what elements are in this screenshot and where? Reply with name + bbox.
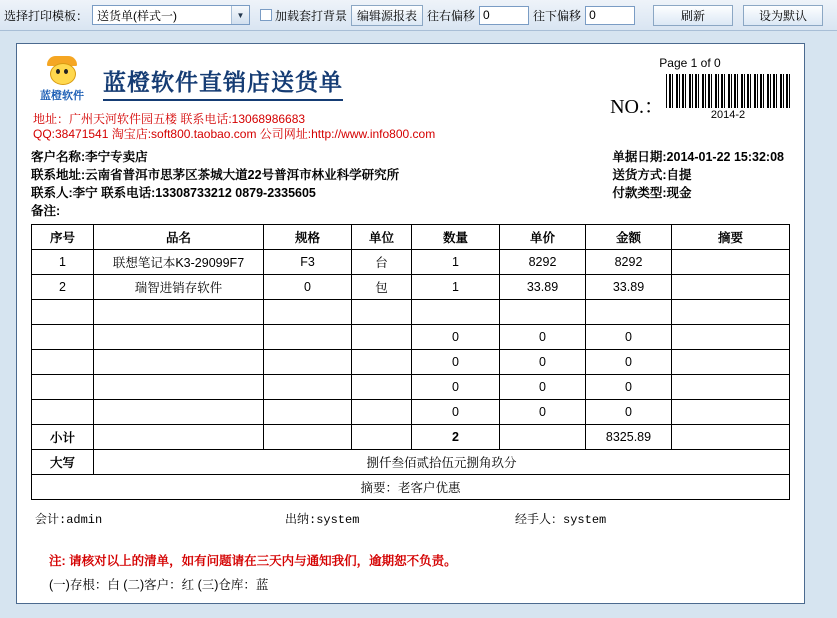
- cell-spec: [264, 325, 352, 350]
- handler-signature: [515, 510, 786, 527]
- cell-qty: [412, 300, 500, 325]
- barcode-number: 2014-2: [710, 109, 746, 121]
- table-row: [32, 325, 790, 350]
- cashier-signature: 出纳:system: [285, 513, 360, 527]
- offset-down-label: 往下偏移: [533, 8, 582, 23]
- handler-label: 经手人：: [515, 513, 564, 527]
- amount-in-words-value: 捌仟叁佰贰拾伍元捌角玖分: [94, 450, 790, 475]
- template-select[interactable]: [92, 5, 250, 25]
- table-row: [32, 400, 790, 425]
- cell-no: [32, 350, 94, 375]
- cell-name: [94, 400, 264, 425]
- cell-unit: 包: [352, 275, 412, 300]
- cell-unit: [352, 325, 412, 350]
- order-date: 单据日期:2014-01-22 15:32:08: [612, 150, 784, 164]
- subtotal-row: [32, 425, 790, 450]
- cell-memo: [672, 375, 790, 400]
- table-row: [32, 250, 790, 275]
- cell-memo: [672, 350, 790, 375]
- th-qty: 数量: [412, 225, 500, 250]
- cell-spec: 0: [264, 275, 352, 300]
- cell-amount: 33.89: [586, 275, 672, 300]
- refresh-button[interactable]: 刷新: [653, 5, 733, 26]
- table-row: [32, 275, 790, 300]
- th-name: 品名: [94, 225, 264, 250]
- offset-right-label: 往右偏移: [427, 8, 476, 23]
- delivery-note-sheet: [16, 43, 805, 604]
- offset-right-input[interactable]: 0: [479, 6, 529, 25]
- cell-name: [94, 375, 264, 400]
- th-amount: 金额: [586, 225, 672, 250]
- cell-price: 0: [500, 325, 586, 350]
- cell-price: 0: [500, 375, 586, 400]
- amount-in-words-row: [32, 450, 790, 475]
- cell-qty: 0: [412, 400, 500, 425]
- table-header-row: [32, 225, 790, 250]
- cell-no: 2: [32, 275, 94, 300]
- cell-memo: [672, 275, 790, 300]
- company-logo: [31, 56, 93, 103]
- subtotal-amount: 8325.89: [586, 425, 672, 450]
- cell-unit: 台: [352, 250, 412, 275]
- cell-spec: [264, 375, 352, 400]
- order-info-block: [31, 148, 790, 220]
- amount-in-words-label: 大写: [32, 450, 94, 475]
- order-meta: [612, 148, 784, 202]
- no-label: NO.：: [610, 96, 664, 118]
- cell-spec: F3: [264, 250, 352, 275]
- cell-price: 33.89: [500, 275, 586, 300]
- th-unit: 单位: [352, 225, 412, 250]
- edit-report-button[interactable]: 编辑源报表: [351, 5, 423, 26]
- cell-price: [500, 300, 586, 325]
- customer-address: 联系地址:云南省普洱市思茅区茶城大道22号普洱市林业科学研究所: [31, 168, 400, 182]
- chevron-down-icon[interactable]: ▼: [231, 6, 249, 24]
- subtotal-memo-blank: [672, 425, 790, 450]
- cell-amount: 0: [586, 400, 672, 425]
- cell-no: 1: [32, 250, 94, 275]
- cell-qty: 1: [412, 275, 500, 300]
- page-of-text: Page 1 of 0: [659, 56, 721, 70]
- table-row: [32, 300, 790, 325]
- set-default-button[interactable]: 设为默认: [743, 5, 823, 26]
- subtotal-unit-blank: [352, 425, 412, 450]
- cell-name: [94, 350, 264, 375]
- template-select-value: 送货单(样式一): [97, 8, 178, 23]
- cell-no: [32, 300, 94, 325]
- subtotal-name-blank: [94, 425, 264, 450]
- cell-amount: 0: [586, 375, 672, 400]
- accountant-signature: 会计:admin: [35, 513, 103, 527]
- background-checkbox[interactable]: [260, 9, 272, 21]
- th-price: 单价: [500, 225, 586, 250]
- cell-name: [94, 300, 264, 325]
- subtotal-spec-blank: [264, 425, 352, 450]
- payment-type: 付款类型:现金: [612, 186, 692, 200]
- th-no: 序号: [32, 225, 94, 250]
- footer-copies: (一)存根：白 (二)客户：红 (三)仓库：蓝: [49, 578, 269, 592]
- cell-amount: 8292: [586, 250, 672, 275]
- customer-name: 客户名称:李宁专卖店: [31, 150, 148, 164]
- page-title: 蓝橙软件直销店送货单: [103, 64, 343, 101]
- footer-note-prefix: 注:: [49, 554, 66, 568]
- table-row: [32, 375, 790, 400]
- memo-value: 老客户优惠: [398, 481, 461, 495]
- offset-down-input[interactable]: 0: [585, 6, 635, 25]
- background-checkbox-label: 加载套打背景: [275, 8, 348, 23]
- cell-qty: 1: [412, 250, 500, 275]
- cell-amount: 0: [586, 350, 672, 375]
- handler-value: system: [563, 513, 607, 527]
- cell-name: [94, 325, 264, 350]
- th-memo: 摘要: [672, 225, 790, 250]
- template-label: 选择打印模板：: [4, 8, 89, 23]
- print-toolbar: [0, 0, 837, 31]
- barcode-icon: [666, 74, 790, 108]
- cell-unit: [352, 400, 412, 425]
- cell-amount: [586, 300, 672, 325]
- goods-table: [31, 224, 790, 500]
- footer-note: [31, 551, 790, 569]
- cell-memo: [672, 300, 790, 325]
- cell-qty: 0: [412, 350, 500, 375]
- cell-memo: [672, 325, 790, 350]
- mascot-icon: [43, 56, 81, 86]
- memo-row: [32, 475, 790, 500]
- cell-spec: [264, 350, 352, 375]
- th-spec: 规格: [264, 225, 352, 250]
- subtotal-label: 小计: [32, 425, 94, 450]
- background-checkbox-wrap[interactable]: [260, 7, 347, 24]
- cell-spec: [264, 300, 352, 325]
- signature-row: [31, 510, 790, 527]
- cell-spec: [264, 400, 352, 425]
- remark-label: 备注:: [31, 204, 61, 218]
- barcode-area: [590, 54, 790, 121]
- company-contact-line-1: 地址：广州天河软件园五楼 联系电话:13068986683: [33, 112, 306, 126]
- cell-qty: 0: [412, 325, 500, 350]
- cell-no: [32, 400, 94, 425]
- subtotal-qty: 2: [412, 425, 500, 450]
- cell-no: [32, 375, 94, 400]
- logo-text: 蓝橙软件: [40, 90, 84, 102]
- table-row: [32, 350, 790, 375]
- cell-unit: [352, 350, 412, 375]
- cell-memo: [672, 400, 790, 425]
- delivery-method: 送货方式:自提: [612, 168, 692, 182]
- cell-amount: 0: [586, 325, 672, 350]
- cell-no: [32, 325, 94, 350]
- print-preview-area: [0, 31, 837, 618]
- memo-label: 摘要：: [360, 481, 398, 495]
- cell-price: 0: [500, 350, 586, 375]
- memo-text: [32, 475, 790, 500]
- company-contact-line-2: QQ:38471541 淘宝店:soft800.taobao.com 公司网址:http://www.info800.com: [33, 127, 436, 141]
- cell-price: 0: [500, 400, 586, 425]
- cell-unit: [352, 300, 412, 325]
- cell-unit: [352, 375, 412, 400]
- cell-price: 8292: [500, 250, 586, 275]
- cell-memo: [672, 250, 790, 275]
- contact-person: 联系人:李宁 联系电话:13308733212 0879-2335605: [31, 186, 316, 200]
- document-number-row: [590, 74, 790, 121]
- footer-note-text: 请核对以上的清单，如有问题请在三天内与通知我们，逾期恕不负责。: [69, 554, 457, 568]
- cell-name: 瑞智进销存软件: [94, 275, 264, 300]
- cell-name: 联想笔记本K3-29099F7: [94, 250, 264, 275]
- cell-qty: 0: [412, 375, 500, 400]
- subtotal-price-blank: [500, 425, 586, 450]
